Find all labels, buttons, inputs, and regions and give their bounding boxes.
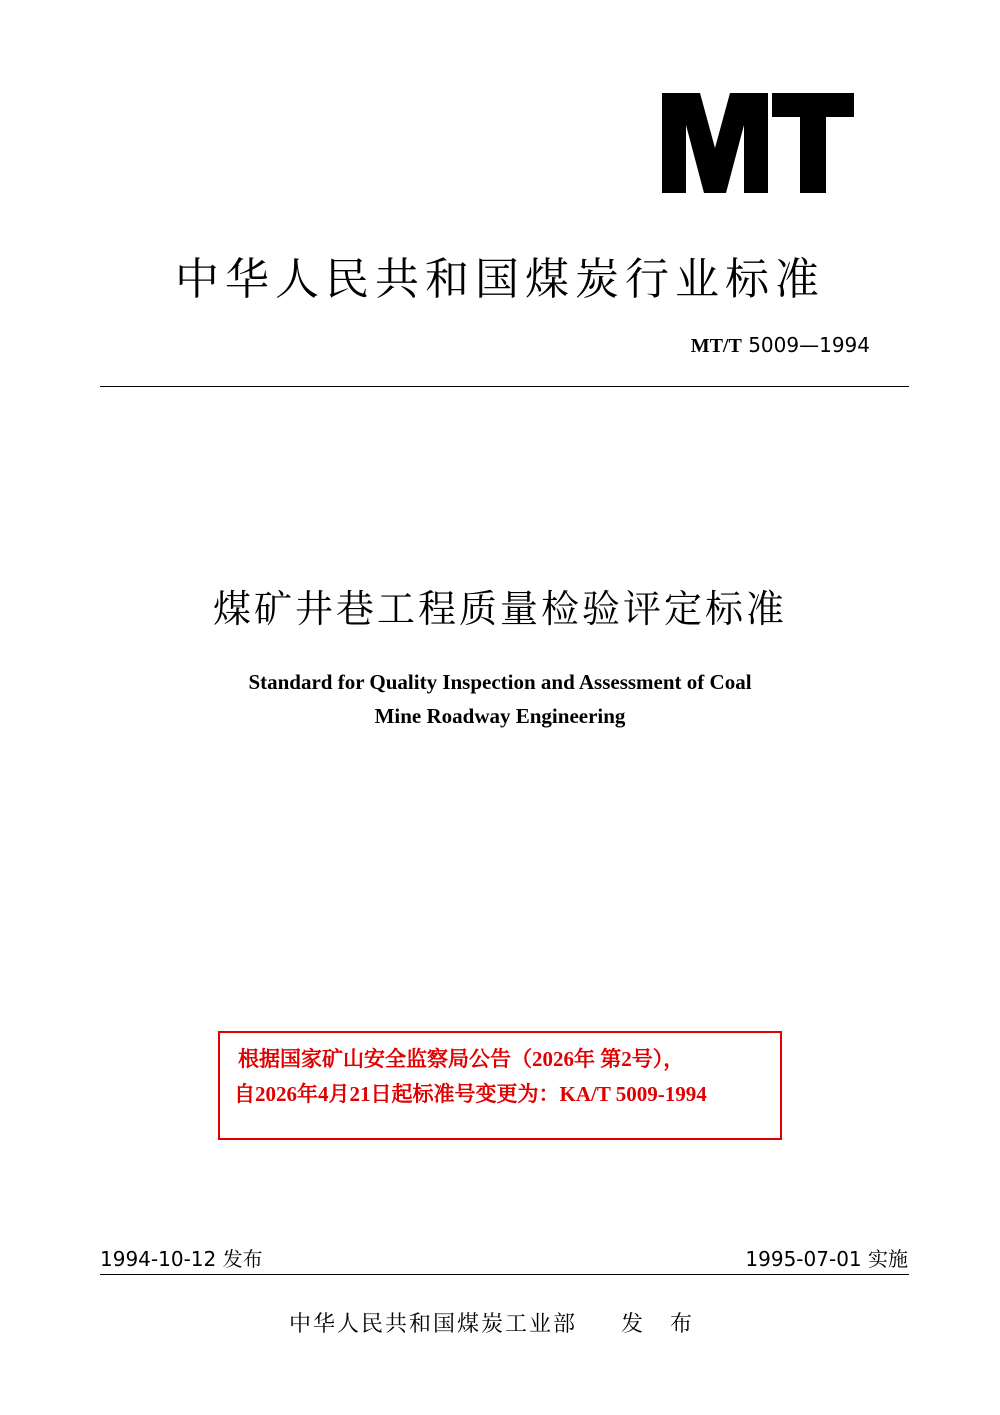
header-divider (100, 386, 909, 387)
standard-code-prefix: MT/T (690, 335, 742, 357)
notice-line2: 自2026年4月21日起标准号变更为：KA/T 5009-1994 (234, 1082, 707, 1106)
org-title: 中华人民共和国煤炭行业标准 (175, 254, 825, 305)
standard-code (691, 333, 870, 358)
document-title-english-line1: Standard for Quality Inspection and Assessment of Coal (248, 670, 752, 694)
document-title-english (0, 665, 1000, 733)
publisher-name: 中华人民共和国煤炭工业部 (289, 1312, 578, 1337)
effective-date: 1995-07-01 实施 (745, 1247, 908, 1271)
notice-line1: 根据国家矿山安全监察局公告（2026年 第2号）， (238, 1047, 685, 1071)
standard-code-number: 5009—1994 (748, 333, 870, 357)
footer-divider (100, 1274, 909, 1275)
renumbering-notice (218, 1031, 782, 1140)
document-title: 煤矿井巷工程质量检验评定标准 (212, 587, 787, 631)
document-title-english-line2: Mine Roadway Engineering (374, 704, 626, 728)
mt-logo (662, 93, 854, 193)
publish-label: 发 布 (621, 1312, 703, 1337)
issue-date: 1994-10-12 发布 (100, 1247, 263, 1271)
mt-logo-graphic (662, 93, 854, 193)
publisher-line (289, 1307, 702, 1338)
